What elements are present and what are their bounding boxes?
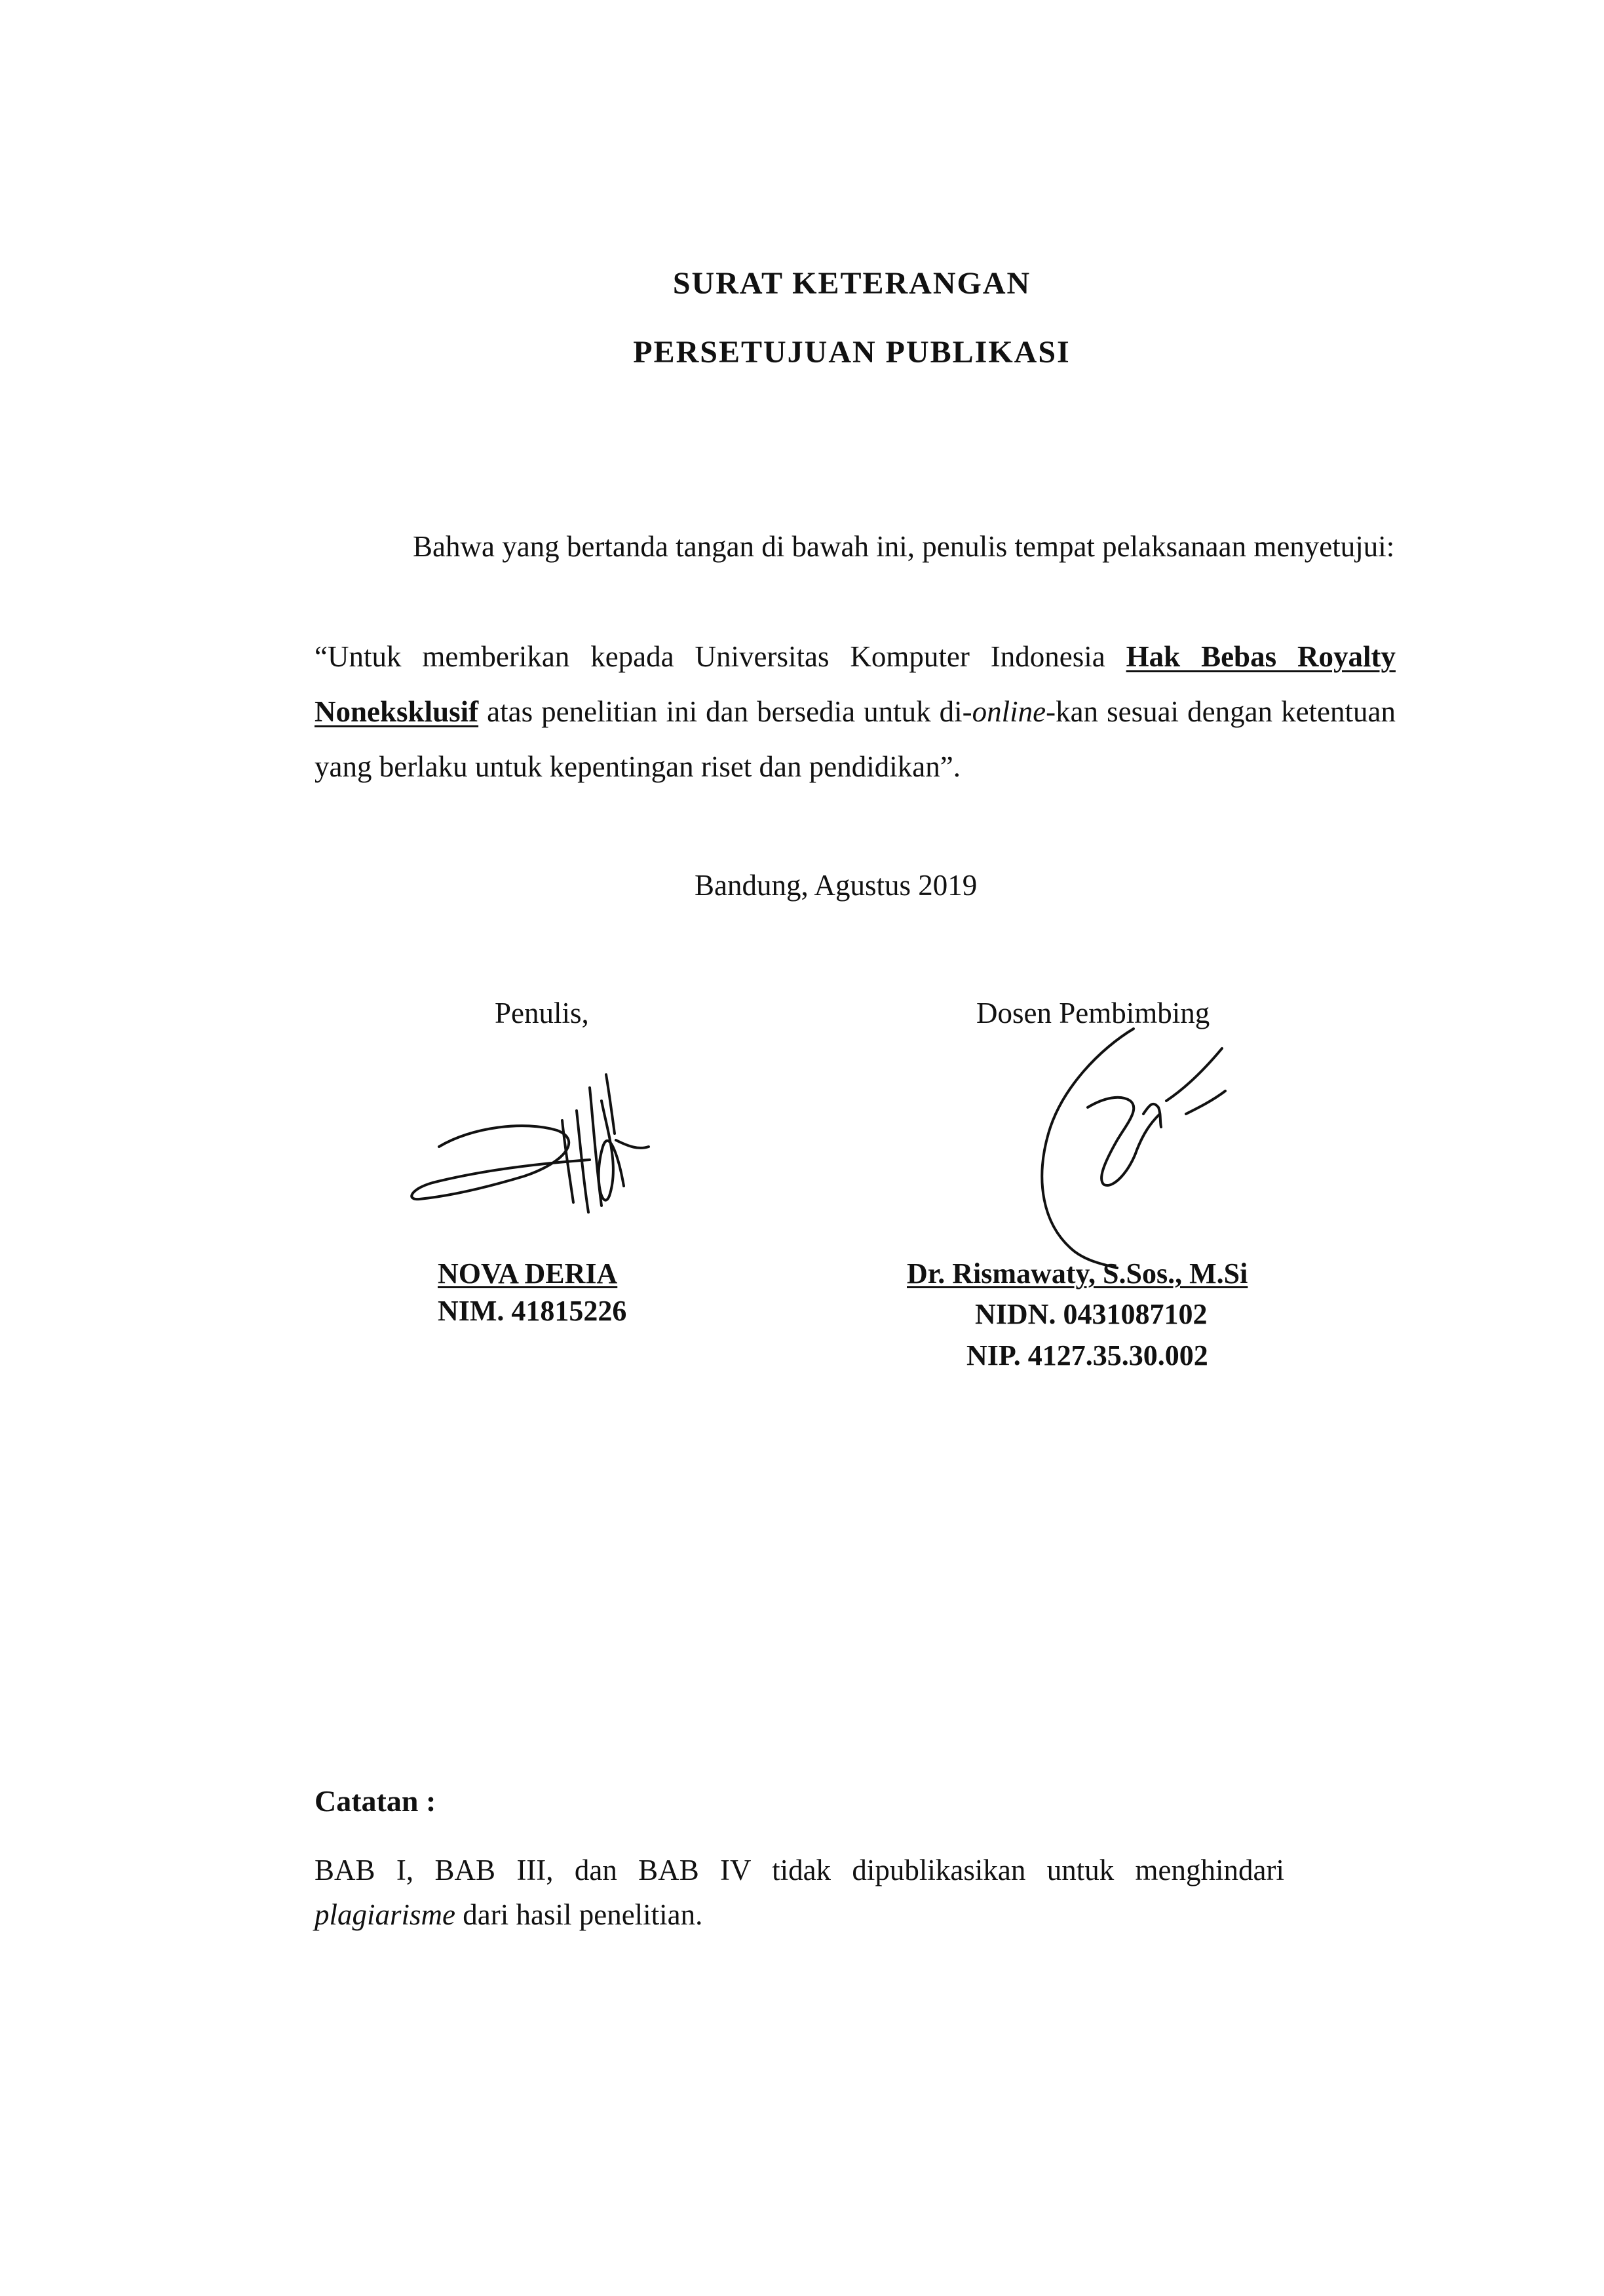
consent-quote-paragraph: “Untuk memberikan kepada Universitas Komputer Indonesia Hak Bebas Royalty Noneksklusif atas penelitian ini dan bersedia untuk di-online-kan sesuai dengan ketentuan yang berlaku untuk kepentingan riset dan pendidikan”. [315, 640, 1396, 783]
supervisor-signature [989, 1009, 1297, 1278]
supervisor-nip: NIP. 4127.35.30.002 [966, 1339, 1208, 1371]
author-role-label: Penulis, [495, 997, 589, 1029]
supervisor-role-label: Dosen Pembimbing [976, 997, 1210, 1029]
author-name: NOVA DERIA [438, 1257, 618, 1290]
note-heading: Catatan : [315, 1784, 436, 1818]
royalty-term: Hak Bebas Royalty Noneksklusif [315, 640, 1396, 728]
author-nim: NIM. 41815226 [438, 1295, 627, 1327]
document-title: SURAT KETERANGAN [672, 266, 1031, 301]
note-text: BAB I, BAB III, dan BAB IV tidak dipublikasikan untuk menghindari plagiarisme dari hasil penelitian. [315, 1854, 1284, 1931]
online-italic-term: online [972, 695, 1046, 728]
plagiarism-italic-term: plagiarisme [315, 1898, 456, 1931]
supervisor-nidn: NIDN. 0431087102 [975, 1298, 1208, 1330]
supervisor-name: Dr. Rismawaty, S.Sos., M.Si [907, 1257, 1248, 1290]
author-signature [393, 1048, 668, 1265]
place-date: Bandung, Agustus 2019 [695, 869, 978, 902]
document-subtitle: PERSETUJUAN PUBLIKASI [633, 335, 1071, 370]
intro-paragraph: Bahwa yang bertanda tangan di bawah ini, penulis tempat pelaksanaan menyetujui: [413, 530, 1395, 563]
